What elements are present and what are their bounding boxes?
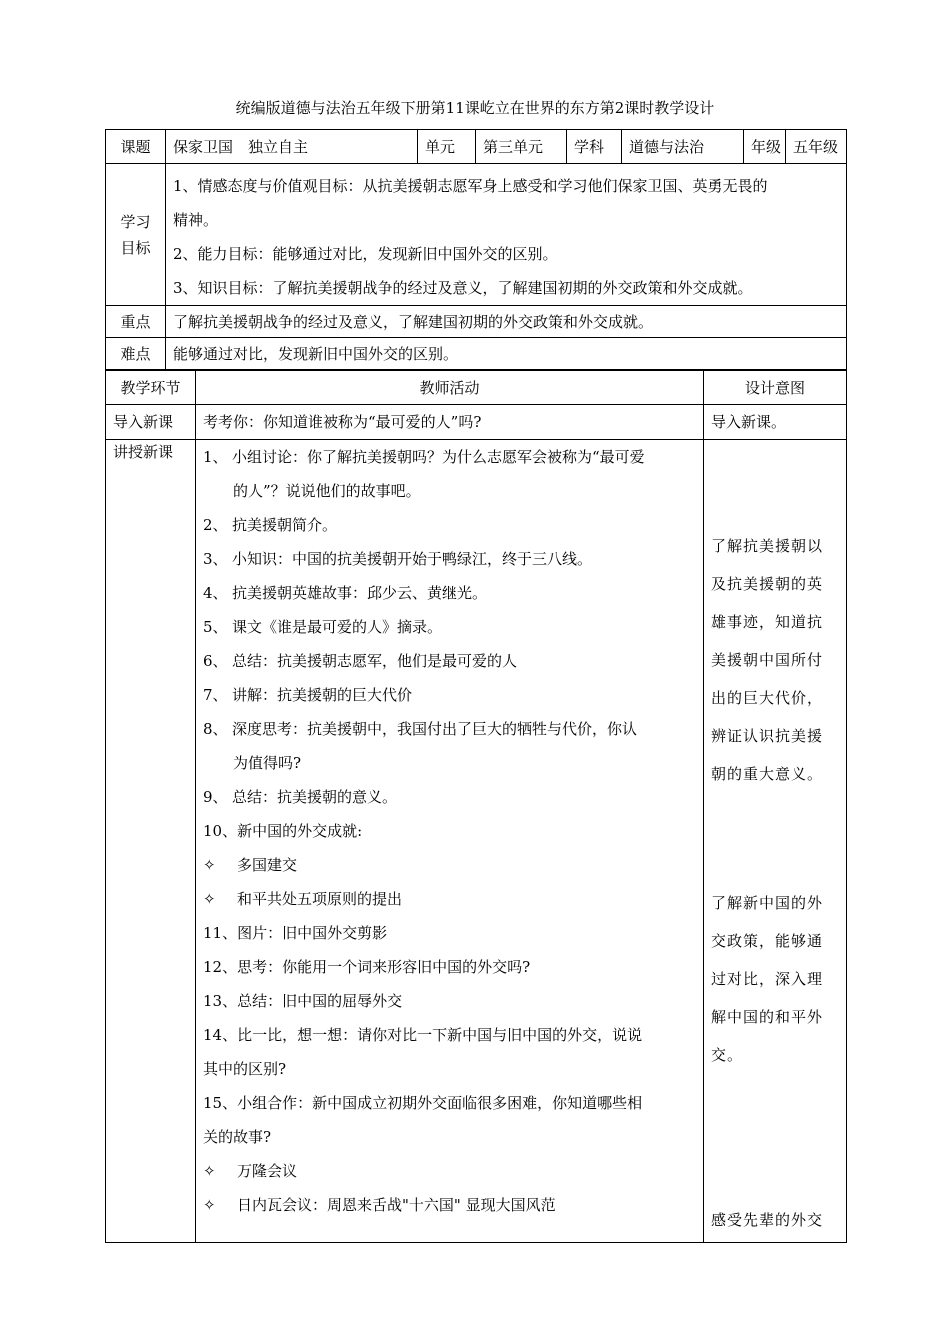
list-item: 8、 深度思考：抗美援朝中，我国付出了巨大的牺牲与代价，你认 (203, 712, 703, 746)
teach-stage: 讲授新课 (106, 440, 196, 1243)
list-item-continuation: 关的故事? (203, 1128, 272, 1146)
col-stage-header: 教学环节 (106, 371, 196, 405)
list-item: 2、 抗美援朝简介。 (203, 508, 703, 542)
goals-label (106, 164, 166, 306)
col-purpose-header: 设计意图 (704, 371, 847, 405)
purpose-block: 感受先辈的外交 (711, 1211, 824, 1229)
unit-label: 单元 (418, 130, 476, 164)
list-item: 7、 讲解：抗美援朝的巨大代价 (203, 678, 703, 712)
key-point-label: 重点 (106, 306, 166, 338)
intro-activity: 考考你：你知道谁被称为“最可爱的人”吗? (196, 405, 704, 440)
list-item: 13、总结：旧中国的屈辱外交 (203, 992, 403, 1010)
diamond-bullet-icon: ✧ (203, 890, 216, 908)
purpose-block: 了解抗美援朝以及抗美援朝的英雄事迹，知道抗美援朝中国所付出的巨大代价，辨证认识抗美援朝的重大意义。 (711, 537, 824, 783)
list-item: 14、比一比，想一想：请你对比一下新中国与旧中国的外交，说说 (203, 1026, 643, 1044)
goal-item: 3、知识目标：了解抗美援朝战争的经过及意义，了解建国初期的外交政策和外交成就。 (173, 279, 753, 297)
grade-label: 年级 (744, 130, 786, 164)
header-table (105, 129, 847, 370)
list-item: 9、 总结：抗美援朝的意义。 (203, 780, 703, 814)
difficulty-value: 能够通过对比，发现新旧中国外交的区别。 (166, 338, 847, 370)
item-number: 4、 (203, 584, 228, 602)
sub-item: ✧ 日内瓦会议：周恩来舌战"十六国" 显现大国风范 (203, 1188, 703, 1222)
list-item: 5、 课文《谁是最可爱的人》摘录。 (203, 610, 703, 644)
list-item-continuation: 其中的区别? (203, 1060, 287, 1078)
list-item: 15、小组合作：新中国成立初期外交面临很多困难，你知道哪些相 (203, 1094, 643, 1112)
item-number: 9、 (203, 788, 228, 806)
difficulty-label: 难点 (106, 338, 166, 370)
list-item: 1、 小组讨论：你了解抗美援朝吗？为什么志愿军会被称为“最可爱 (203, 440, 703, 474)
unit-value: 第三单元 (476, 130, 567, 164)
goal-item: 2、能力目标：能够通过对比，发现新旧中国外交的区别。 (173, 245, 558, 263)
teach-purpose (704, 440, 847, 1243)
item-number: 3、 (203, 550, 228, 568)
col-activity-header: 教师活动 (196, 371, 704, 405)
item-number: 6、 (203, 652, 228, 670)
goals-label-line1: 学习 (120, 212, 151, 231)
list-item: 10、新中国的外交成就: (203, 822, 363, 840)
item-number: 5、 (203, 618, 228, 636)
item-number: 2、 (203, 516, 228, 534)
list-item: 6、 总结：抗美援朝志愿军，他们是最可爱的人 (203, 644, 703, 678)
item-number: 7、 (203, 686, 228, 704)
topic-value: 保家卫国 独立自主 (166, 130, 418, 164)
list-item-continuation: 为值得吗? (233, 754, 302, 772)
process-table (105, 370, 847, 1243)
list-item-continuation: 的人”？说说他们的故事吧。 (233, 482, 421, 500)
subject-value: 道德与法治 (622, 130, 744, 164)
goal-item: 精神。 (173, 211, 219, 229)
list-item: 3、 小知识：中国的抗美援朝开始于鸭绿江，终于三八线。 (203, 542, 703, 576)
sub-item: ✧ 和平共处五项原则的提出 (203, 882, 703, 916)
intro-stage: 导入新课 (106, 405, 196, 440)
item-number: 8、 (203, 720, 228, 738)
goals-content (166, 164, 847, 306)
sub-item: ✧ 多国建交 (203, 848, 703, 882)
list-item: 12、思考：你能用一个词来形容旧中国的外交吗? (203, 958, 531, 976)
goals-label-line2: 目标 (120, 238, 151, 257)
list-item: 11、图片：旧中国外交剪影 (203, 924, 388, 942)
sub-item: ✧ 万隆会议 (203, 1154, 703, 1188)
item-number: 1、 (203, 448, 228, 466)
topic-label: 课题 (106, 130, 166, 164)
subject-label: 学科 (567, 130, 622, 164)
key-point-value: 了解抗美援朝战争的经过及意义，了解建国初期的外交政策和外交成就。 (166, 306, 847, 338)
document-title: 统编版道德与法治五年级下册第11课屹立在世界的东方第2课时教学设计 (235, 99, 715, 117)
diamond-bullet-icon: ✧ (203, 1196, 216, 1214)
teach-activity (196, 440, 704, 1243)
intro-purpose: 导入新课。 (704, 405, 847, 440)
diamond-bullet-icon: ✧ (203, 856, 216, 874)
grade-value: 五年级 (786, 130, 847, 164)
purpose-block: 了解新中国的外交政策，能够通过对比，深入理解中国的和平外交。 (711, 894, 824, 1064)
diamond-bullet-icon: ✧ (203, 1162, 216, 1180)
list-item: 4、 抗美援朝英雄故事：邱少云、黄继光。 (203, 576, 703, 610)
goal-item: 1、情感态度与价值观目标：从抗美援朝志愿军身上感受和学习他们保家卫国、英勇无畏的 (173, 177, 768, 195)
